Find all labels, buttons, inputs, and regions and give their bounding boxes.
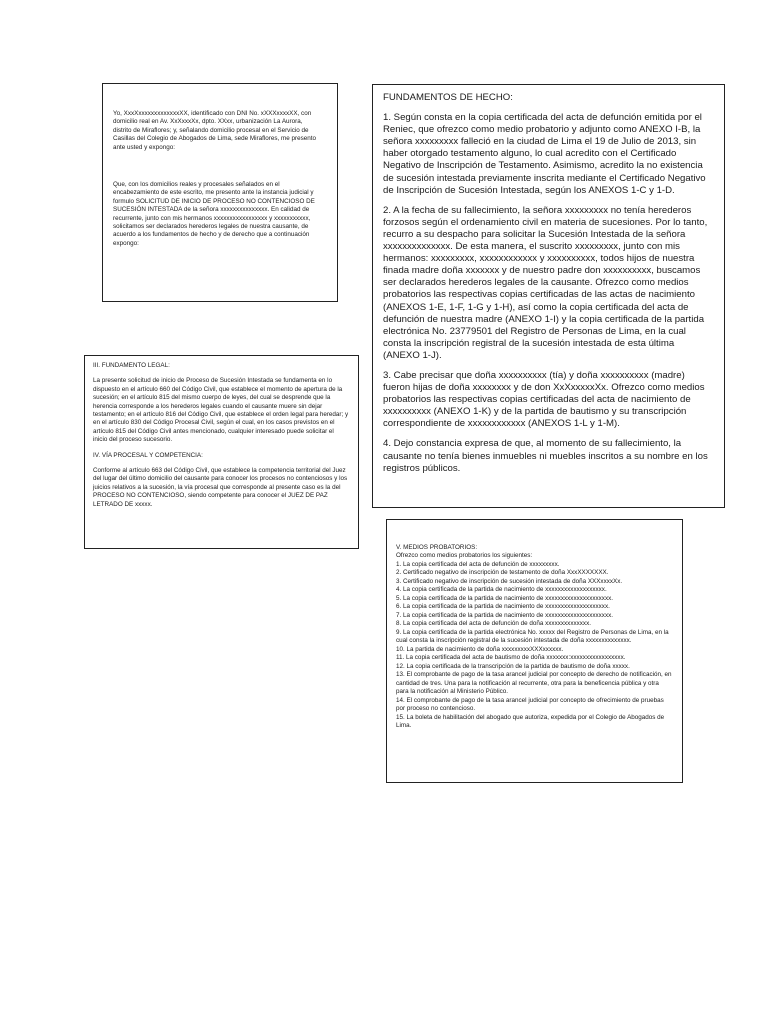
list-item: 13. El comprobante de pago de la tasa arancel judicial por concepto de derecho de notificación, en cantidad de tres. Una para la notificación al recurrente, otra para la beneficencia pública y otra para la notificación al Ministerio Público. bbox=[396, 671, 672, 696]
list-item: 10. La partida de nacimiento de doña xxxxxxxxxXXXxxxxxx. bbox=[396, 645, 564, 653]
legal-basis-box bbox=[84, 355, 359, 549]
list-item: 3. Certificado negativo de inscripción de sucesión intestada de doña XXXxxxxXx. bbox=[396, 577, 623, 585]
list-item: 8. La copia certificada del acta de defunción de doña xxxxxxxxxxxxxx. bbox=[396, 620, 591, 628]
list-item: 15. La boleta de habilitación del abogado que autoriza, expedida por el Colegio de Abogados de Lima. bbox=[396, 713, 665, 730]
facts-heading: FUNDAMENTOS DE HECHO: bbox=[383, 92, 513, 103]
fact-paragraph-4: 4. Dejo constancia expresa de que, al momento de su fallecimiento, la causante no tenía bienes inmuebles ni muebles inscritos a su nombre en los registros públicos. bbox=[383, 438, 711, 474]
request-paragraph: Que, con los domicilios reales y procesales señalados en el encabezamiento de este escrito, me presento ante la instancia judicial y formulo SOLICITUD DE INICIO DE PROCESO NO CONTENCIOSO DE SUCESIÓN INTESTADA de la señora xxxxxxxxxxxxxxx. En calidad de recurrente, junto con mis hermanos xxxxxxxxxxxxxxxxx y xxxxxxxxxxx, solicitamos ser declarados herederos legales de nuestra causante, de acuerdo a los fundamentos de hecho y de derecho que a continuación expongo: bbox=[113, 181, 317, 247]
intro-box bbox=[102, 83, 338, 302]
evidence-intro: Ofrezco como medios probatorios los siguientes: bbox=[396, 552, 533, 560]
list-item: 6. La copia certificada de la partida de nacimiento de xxxxxxxxxxxxxxxxxxxx. bbox=[396, 603, 610, 611]
evidence-box bbox=[386, 519, 683, 783]
list-item: 9. La copia certificada de la partida electrónica No. xxxxx del Registro de Personas de Lima, en la cual consta la inscripción registral de la sucesión intestada de doña xxxxxxxxxxxxxx. bbox=[396, 628, 669, 645]
fact-paragraph-1: 1. Según consta en la copia certificada del acta de defunción emitida por el Reniec, que ofrezco como medio probatorio y adjunto como ANEXO I-B, la señora xxxxxxxxx falleció en la ciudad de Lima el 19 de Julio de 2013, sin haber otorgado testamento alguno, lo cual acredito con el Certificado Negativo de Inscripción de Testamento. Asimismo, acredito la no existencia de sucesión intestada previamente inscrita mediante el Certificado Negativo de Inscripción de Sucesión Intestada, según los ANEXOS 1-C y 1-D. bbox=[383, 112, 709, 196]
evidence-heading: V. MEDIOS PROBATORIOS: bbox=[396, 544, 478, 551]
jurisdiction-heading: IV. VÍA PROCESAL Y COMPETENCIA: bbox=[93, 451, 203, 459]
list-item: 1. La copia certificada del acta de defunción de xxxxxxxxx. bbox=[396, 560, 560, 568]
list-item: 2. Certificado negativo de inscripción de testamento de doña XxxXXXXXXX. bbox=[396, 569, 609, 577]
legal-basis-heading: III. FUNDAMENTO LEGAL: bbox=[93, 362, 170, 369]
evidence-list bbox=[396, 561, 672, 731]
list-item: 4. La copia certificada de la partida de nacimiento de xxxxxxxxxxxxxxxxxxx. bbox=[396, 586, 607, 594]
list-item: 11. La copia certificada del acta de bautismo de doña xxxxxxx:xxxxxxxxxxxxxxxxx. bbox=[396, 654, 626, 662]
list-item: 5. La copia certificada de la partida de nacimiento de xxxxxxxxxxxxxxxxxxxxx. bbox=[396, 594, 613, 602]
jurisdiction-paragraph: Conforme al artículo 663 del Código Civil, que establece la competencia territorial del Juez del lugar del último domicilio del causante para conocer los procesos no contenciosos y los juicios relativos a la sucesión, la vía procesal que corresponde al presente caso es la del PROCESO NO CONTENCIOSO, siendo competente para conocer el JUEZ DE PAZ LETRADO DE xxxxx. bbox=[93, 467, 349, 508]
fact-paragraph-2: 2. A la fecha de su fallecimiento, la señora xxxxxxxxx no tenía herederos forzosos según el ordenamiento civil en materia de sucesiones. Por lo tanto, recurro a su despacho para solicitar la Sucesión Intestada de la señora xxxxxxxxxxxxxx. De esta manera, el suscrito xxxxxxxxx, junto con mis hermanos: xxxxxxxxx, xxxxxxxxxxxx y xxxxxxxxxx, todos hijos de nuestra finada madre doña xxxxxxx y de nuestro padre don xxxxxxxxxx, buscamos ser declarados herederos legales de la causante. Ofrezco como medios probatorios las respectivas copias certificadas de las actas de nacimiento (ANEXOS 1-E, 1-F, 1-G y 1-H), así como la copia certificada del acta de defunción de nuestra madre (ANEXO 1-I) y la copia certificada de la partida electrónica No. 23779501 del Registro de Personas de Lima, en la cual consta la inscripción registral de la sucesión intestada de esta última (ANEXO 1-J). bbox=[383, 204, 710, 361]
list-item: 12. La copia certificada de la transcripción de la partida de bautismo de doña xxxxx. bbox=[396, 662, 630, 670]
legal-basis-paragraph: La presente solicitud de inicio de Proceso de Sucesión Intestada se fundamenta en lo dispuesto en el artículo 660 del Código Civil, que establece el momento de apertura de la sucesión; en el artículo 815 del mismo cuerpo de leyes, del cual se desprende que la herencia corresponde a los herederos legales cuando el causante muere sin dejar testamento; en el artículo 816 del Código Civil, que establece el orden legal para heredar; y en el artículo 830 del Código Procesal Civil, según el cual, en los casos previstos en el artículo 815 del Código Civil antes mencionado, cualquier interesado puede solicitar el inicio del proceso sucesorio. bbox=[93, 377, 350, 444]
intro-paragraph: Yo, XxxXxxxxxxxxxxxxxXX, identificado con DNI No. xXXXxxxxXX, con domicilio real en Av. XxXxxxXx, dpto. XXxx, urbanización La Aurora, distrito de Miraflores; y, señalando domicilio procesal en el Servicio de Casillas del Colegio de Abogados de Lima, sede Miraflores, me presento ante usted y expongo: bbox=[113, 110, 318, 151]
list-item: 7. La copia certificada de la partida de nacimiento de xxxxxxxxxxxxxxxxxxxxx. bbox=[396, 611, 613, 619]
fact-paragraph-3: 3. Cabe precisar que doña xxxxxxxxxx (tía) y doña xxxxxxxxxx (madre) fueron hijas de doña xxxxxxxx y de don XxXxxxxxXx. Ofrezco como medios probatorios las respectivas copias certificadas del acta de nacimiento de xxxxxxxxxx (ANEXO 1-K) y de la partida de bautismo y su transcripción correspondiente de xxxxxxxxxxxx (ANEXOS 1-L y 1-M). bbox=[383, 369, 708, 430]
list-item: 14. El comprobante de pago de la tasa arancel judicial por concepto de ofrecimiento de pruebas por proceso no contencioso. bbox=[396, 696, 664, 713]
facts-box bbox=[372, 84, 725, 508]
